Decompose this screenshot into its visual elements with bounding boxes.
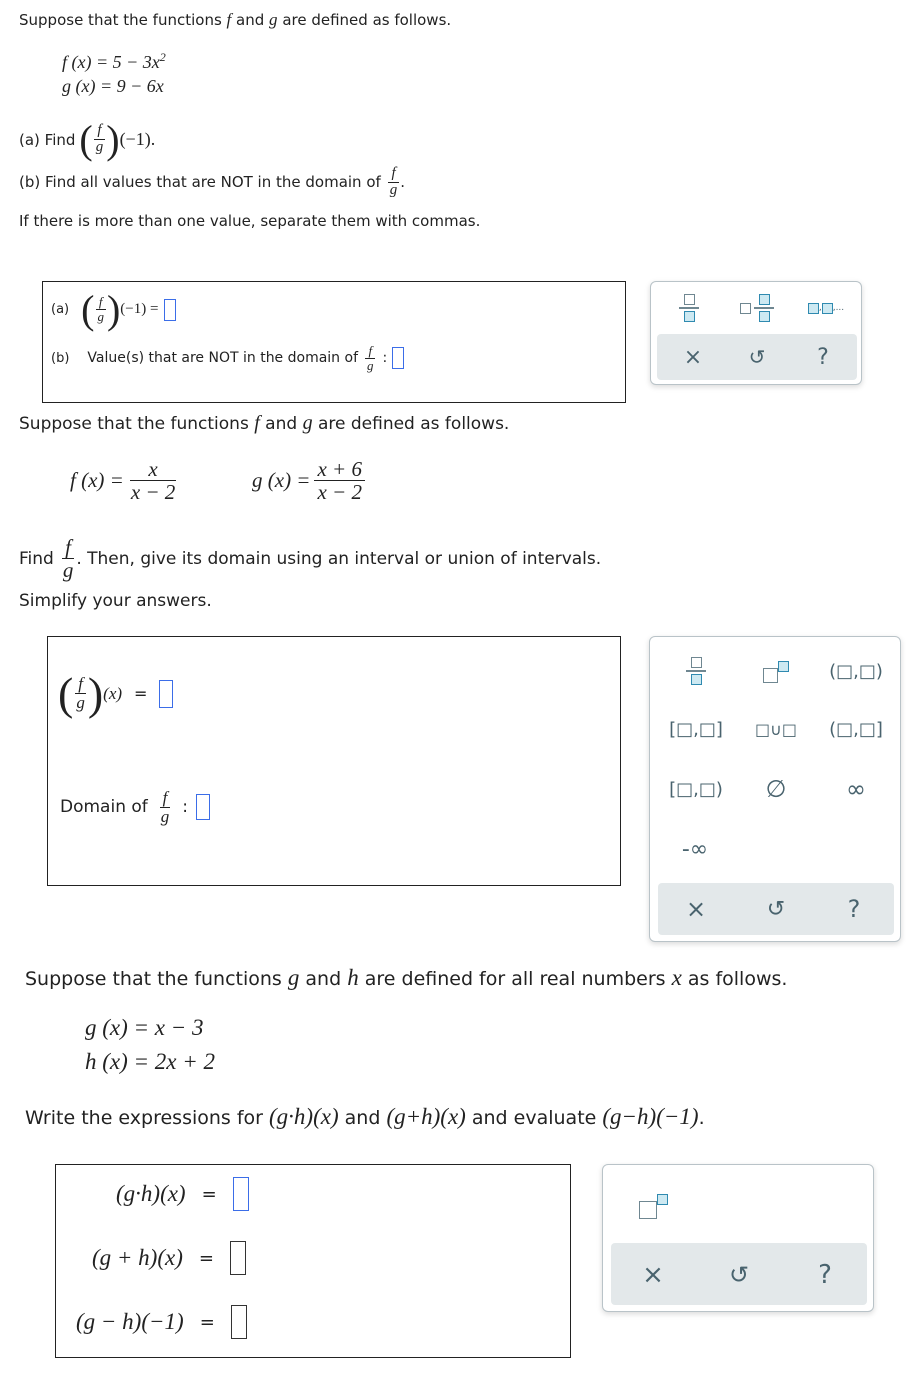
empty-set-button[interactable]: ∅ bbox=[765, 775, 787, 803]
text: Write the expressions for bbox=[25, 1107, 270, 1129]
label: (g·h)(x) bbox=[116, 1181, 186, 1206]
frac-den: g bbox=[76, 693, 85, 712]
frac-num: f bbox=[62, 536, 74, 559]
frac-den: x − 2 bbox=[130, 480, 176, 505]
equals: = bbox=[134, 684, 148, 703]
g-definition: g (x) = 9 − 6x bbox=[62, 76, 164, 96]
find-instruction bbox=[19, 536, 601, 581]
colon: : bbox=[382, 350, 388, 367]
label: (g + h)(x) bbox=[92, 1245, 183, 1270]
text: are defined for all real numbers bbox=[358, 968, 672, 990]
lhs: f (x) = bbox=[70, 468, 124, 493]
answer-b-input[interactable] bbox=[392, 347, 404, 369]
h-definition-3: h (x) = 2x + 2 bbox=[85, 1049, 216, 1074]
negative-infinity-button[interactable]: -∞ bbox=[681, 836, 709, 862]
help-button[interactable]: ? bbox=[847, 895, 861, 923]
frac-den: g bbox=[95, 139, 104, 155]
answer-b-row bbox=[51, 344, 404, 372]
var-g: g bbox=[302, 412, 313, 434]
text: and bbox=[231, 11, 270, 29]
frac-den: g bbox=[97, 309, 104, 324]
closed-interval-button[interactable]: [□,□] bbox=[669, 718, 723, 740]
frac-num: f bbox=[96, 295, 106, 310]
expr-sum: (g+h)(x) bbox=[386, 1104, 466, 1129]
half-open-right-button[interactable]: [□,□) bbox=[669, 778, 723, 800]
quotient-row: ( $\frac{f}{g}$ ) (x) = bbox=[58, 667, 173, 720]
f-definition bbox=[62, 50, 166, 73]
fraction-button[interactable] bbox=[671, 290, 707, 326]
equals: = bbox=[199, 1311, 215, 1333]
palette-1 bbox=[650, 281, 862, 385]
write-instruction bbox=[25, 1104, 705, 1130]
product-input[interactable] bbox=[233, 1177, 249, 1211]
arg: (−1) = bbox=[120, 301, 159, 317]
undo-button[interactable]: ↺ bbox=[748, 345, 766, 369]
answer-a-row: (a) ( $\frac{f}{g}$ ) (−1) = bbox=[51, 286, 176, 333]
quotient-input[interactable] bbox=[159, 680, 173, 708]
frac-num: f bbox=[94, 123, 104, 140]
text: (b) Find all values that are NOT in the domain of bbox=[19, 173, 381, 192]
label: Domain of bbox=[60, 797, 148, 818]
fraction-button[interactable] bbox=[676, 651, 716, 691]
palette-3 bbox=[602, 1164, 874, 1312]
text: and bbox=[259, 414, 303, 434]
open-interval-button[interactable]: (□,□) bbox=[829, 660, 883, 682]
g-definition-2 bbox=[252, 458, 365, 503]
palette-1-actions bbox=[657, 334, 857, 380]
var-x: x bbox=[671, 965, 682, 990]
arg: (−1). bbox=[119, 129, 156, 149]
var-g: g bbox=[269, 10, 278, 29]
problem1-intro bbox=[19, 10, 451, 30]
problem3-intro bbox=[25, 965, 787, 991]
clear-button[interactable]: × bbox=[685, 895, 707, 923]
domain-input[interactable] bbox=[196, 794, 210, 820]
expr-product: (g·h)(x) bbox=[269, 1104, 339, 1129]
part-a-question: (a) Find ( $\frac{f}{g}$ ) (−1). bbox=[19, 117, 156, 162]
exponent-button[interactable] bbox=[629, 1183, 677, 1227]
text: Value(s) that are NOT in the domain of bbox=[87, 350, 358, 367]
g-definition-3: g (x) = x − 3 bbox=[85, 1015, 204, 1040]
var-g: g bbox=[287, 965, 300, 990]
union-button[interactable]: □∪□ bbox=[755, 719, 797, 739]
difference-row bbox=[76, 1305, 247, 1339]
infinity-button[interactable]: ∞ bbox=[846, 775, 866, 803]
expr-difference: (g−h)(−1) bbox=[602, 1104, 699, 1129]
palette-3-actions bbox=[611, 1243, 867, 1305]
help-button[interactable]: ? bbox=[817, 344, 829, 370]
label: (b) bbox=[51, 350, 70, 366]
sum-row bbox=[92, 1241, 246, 1275]
problem2-intro bbox=[19, 412, 509, 435]
text: (a) Find bbox=[19, 130, 76, 149]
domain-row bbox=[60, 789, 210, 826]
arg: (x) bbox=[103, 683, 123, 703]
frac-num: f bbox=[160, 789, 171, 808]
frac-den: g bbox=[389, 181, 398, 198]
f-definition-2 bbox=[70, 458, 178, 503]
undo-button[interactable]: ↺ bbox=[728, 1261, 750, 1289]
text: and bbox=[338, 1107, 387, 1129]
mixed-number-button[interactable] bbox=[735, 290, 779, 326]
label: (a) bbox=[51, 302, 70, 317]
text: are defined as follows. bbox=[277, 11, 452, 29]
simplify-note: Simplify your answers. bbox=[19, 591, 212, 611]
frac-den: x − 2 bbox=[317, 480, 362, 505]
list-button[interactable]: , ,... bbox=[801, 290, 851, 326]
f-def: f (x) = 5 − 3x bbox=[62, 52, 160, 72]
text: are defined as follows. bbox=[312, 414, 510, 434]
palette-2-actions bbox=[658, 883, 894, 935]
frac-num: f bbox=[365, 344, 375, 359]
equals: = bbox=[201, 1183, 217, 1205]
answer-box-2 bbox=[47, 636, 621, 886]
frac-den: g bbox=[62, 558, 74, 583]
help-button[interactable]: ? bbox=[818, 1260, 832, 1290]
text: Suppose that the functions bbox=[19, 11, 227, 29]
text: Suppose that the functions bbox=[25, 968, 288, 990]
colon: : bbox=[182, 797, 188, 818]
note: If there is more than one value, separate them with commas. bbox=[19, 212, 481, 230]
frac-num: x + 6 bbox=[314, 458, 365, 481]
clear-button[interactable]: × bbox=[683, 344, 703, 370]
exponent-button[interactable] bbox=[754, 651, 798, 691]
frac-num: x bbox=[130, 458, 175, 481]
frac-den: g bbox=[367, 357, 374, 373]
answer-box-1 bbox=[42, 281, 626, 403]
undo-button[interactable]: ↺ bbox=[766, 896, 786, 922]
product-row bbox=[116, 1177, 249, 1211]
frac-num: f bbox=[75, 675, 86, 694]
palette-2 bbox=[649, 636, 901, 942]
var-h: h bbox=[347, 965, 359, 990]
text: and evaluate bbox=[465, 1107, 603, 1129]
sum-input[interactable] bbox=[230, 1241, 246, 1275]
var-f: f bbox=[254, 412, 260, 434]
text: and bbox=[299, 968, 348, 990]
frac-num: f bbox=[388, 166, 398, 183]
text: as follows. bbox=[681, 968, 788, 990]
frac-den: g bbox=[160, 806, 170, 826]
answer-a-input[interactable] bbox=[164, 299, 176, 321]
lhs: g (x) = bbox=[252, 468, 311, 493]
exponent: 2 bbox=[159, 50, 166, 64]
clear-button[interactable]: × bbox=[642, 1260, 664, 1290]
answer-box-3 bbox=[55, 1164, 571, 1358]
part-b-question: (b) Find all values that are NOT in the domain of $\frac{f}{g}$ . bbox=[19, 165, 406, 198]
var-f: f bbox=[226, 10, 232, 29]
difference-input[interactable] bbox=[231, 1305, 247, 1339]
text: Find bbox=[19, 548, 54, 569]
text: . Then, give its domain using an interval or union of intervals. bbox=[76, 548, 602, 569]
text: . bbox=[698, 1107, 705, 1129]
equals: = bbox=[198, 1247, 214, 1269]
half-open-left-button[interactable]: (□,□] bbox=[829, 718, 883, 740]
label: (g − h)(−1) bbox=[76, 1309, 184, 1334]
text: Suppose that the functions bbox=[19, 414, 255, 434]
